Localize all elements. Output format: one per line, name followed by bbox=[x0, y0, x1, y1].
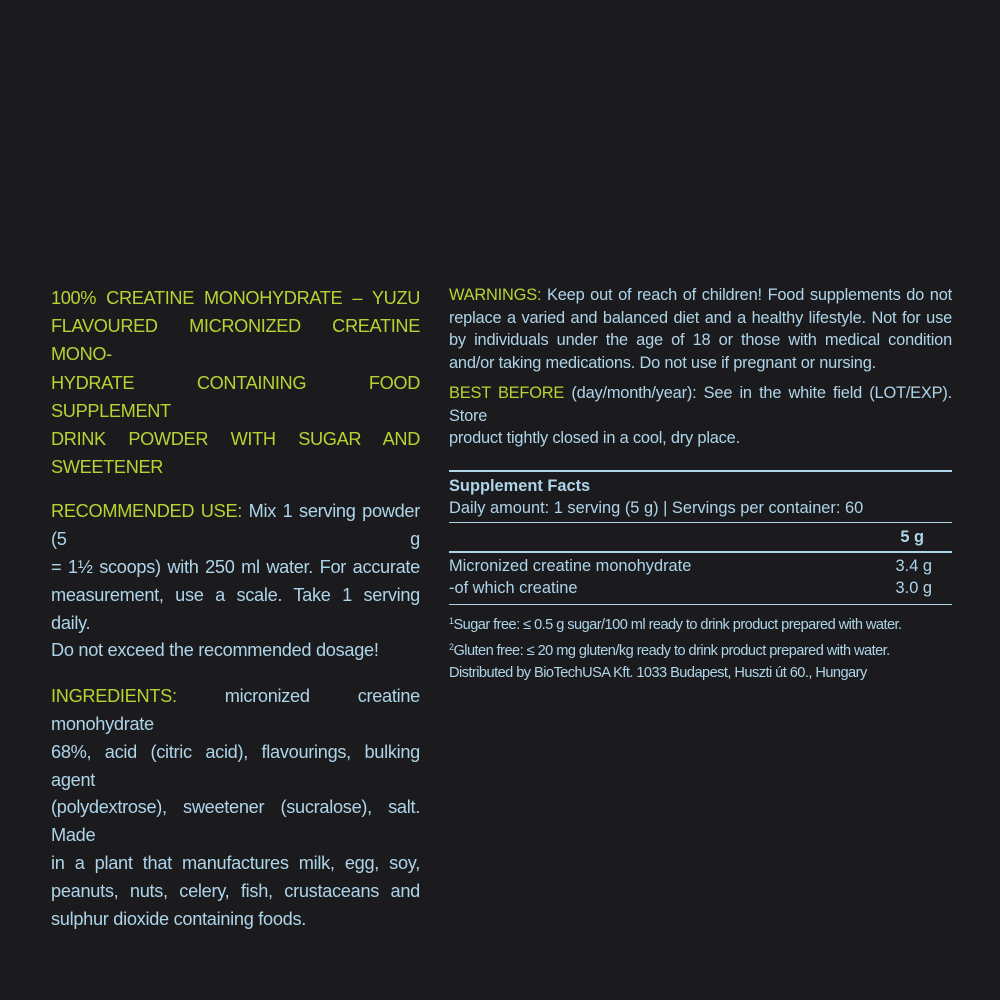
ingredients-text: in a plant that manufactures milk, egg, soy, bbox=[51, 852, 420, 873]
footnote-marker: 2 bbox=[449, 642, 454, 652]
footnote-text: Sugar free: ≤ 0.5 g sugar/100 ml ready to drink product prepared with water. bbox=[453, 617, 902, 633]
title-line: DRINK POWDER WITH SUGAR AND SWEETENER bbox=[51, 429, 420, 478]
recommended-use-heading: RECOMMENDED USE: bbox=[51, 501, 243, 522]
facts-row bbox=[449, 577, 952, 600]
ingredients-text: 68%, acid (citric acid), flavourings, bulking agent bbox=[51, 741, 420, 790]
facts-bottom-divider bbox=[449, 604, 952, 606]
recommended-use-text: = 1½ scoops) with 250 ml water. For accurate bbox=[51, 557, 420, 578]
warnings-text: Keep out of reach of children! Food supplements do not bbox=[541, 286, 952, 304]
ingredients-text: (polydextrose), sweetener (sucralose), salt. Made bbox=[51, 797, 420, 846]
best-before-text: (day/month/year): See in the white field (LOT/EXP). Store bbox=[449, 384, 952, 425]
recommended-use-text: measurement, use a scale. Take 1 serving daily. bbox=[51, 584, 420, 633]
supplement-facts-title: Supplement Facts bbox=[449, 476, 591, 495]
warnings-text: and/or taking medications. Do not use if pregnant or nursing. bbox=[449, 353, 876, 372]
best-before-text: product tightly closed in a cool, dry place. bbox=[449, 429, 740, 447]
distributor-info: Distributed by BioTechUSA Kft. 1033 Budapest, Huszti út 60., Hungary bbox=[449, 665, 867, 681]
warnings-section bbox=[449, 284, 952, 374]
serving-info: Daily amount: 1 serving (5 g) | Servings per container: 60 bbox=[449, 498, 864, 517]
warnings-first-line bbox=[449, 284, 952, 307]
warnings-text: by individuals under the age of 18 or those with medical condition bbox=[449, 331, 952, 349]
footnote-marker: 1 bbox=[449, 616, 454, 626]
best-before-heading: BEST BEFORE bbox=[449, 384, 565, 402]
supplement-facts-panel bbox=[449, 470, 952, 685]
ingredients-section bbox=[51, 683, 420, 933]
warnings-text: replace a varied and balanced diet and a healthy lifestyle. Not for use bbox=[449, 308, 952, 327]
right-column bbox=[449, 284, 952, 684]
recommended-use-first-line bbox=[51, 498, 420, 554]
ingredients-first-line bbox=[51, 683, 420, 739]
recommended-use-text: Do not exceed the recommended dosage! bbox=[51, 640, 379, 661]
ingredients-text: peanuts, nuts, celery, fish, crustaceans and bbox=[51, 880, 420, 901]
footnotes bbox=[449, 610, 952, 684]
footnote-sugar-free bbox=[449, 610, 952, 636]
recommended-use-text: Mix 1 serving powder (5 g bbox=[51, 501, 421, 550]
facts-rows bbox=[449, 553, 952, 604]
ingredients-text: micronized creatine monohydrate bbox=[51, 686, 420, 734]
title-line: HYDRATE CONTAINING FOOD SUPPLEMENT bbox=[51, 372, 420, 421]
nutrient-name: Micronized creatine monohydrate bbox=[449, 556, 692, 575]
best-before-first-line bbox=[449, 382, 952, 427]
footnote-text: Gluten free: ≤ 20 mg gluten/kg ready to drink product prepared with water. bbox=[453, 643, 890, 659]
footnote-gluten-free bbox=[449, 636, 952, 662]
warnings-heading: WARNINGS: bbox=[449, 286, 542, 304]
ingredients-heading: INGREDIENTS: bbox=[51, 686, 177, 707]
title-line: 100% CREATINE MONOHYDRATE – YUZU bbox=[51, 288, 420, 308]
ingredients-text: sulphur dioxide containing foods. bbox=[51, 908, 307, 929]
best-before-section bbox=[449, 382, 952, 450]
title-line: FLAVOURED MICRONIZED CREATINE MONO- bbox=[51, 316, 420, 365]
product-title bbox=[51, 284, 420, 481]
left-column bbox=[51, 284, 420, 933]
nutrient-name: -of which creatine bbox=[449, 579, 578, 597]
facts-top-divider bbox=[449, 470, 952, 472]
nutrient-value: 3.4 g bbox=[895, 556, 932, 575]
recommended-use-section bbox=[51, 498, 420, 665]
amount-per-serving-header: 5 g bbox=[900, 527, 924, 546]
nutrient-value: 3.0 g bbox=[895, 579, 932, 597]
facts-row bbox=[449, 555, 952, 578]
